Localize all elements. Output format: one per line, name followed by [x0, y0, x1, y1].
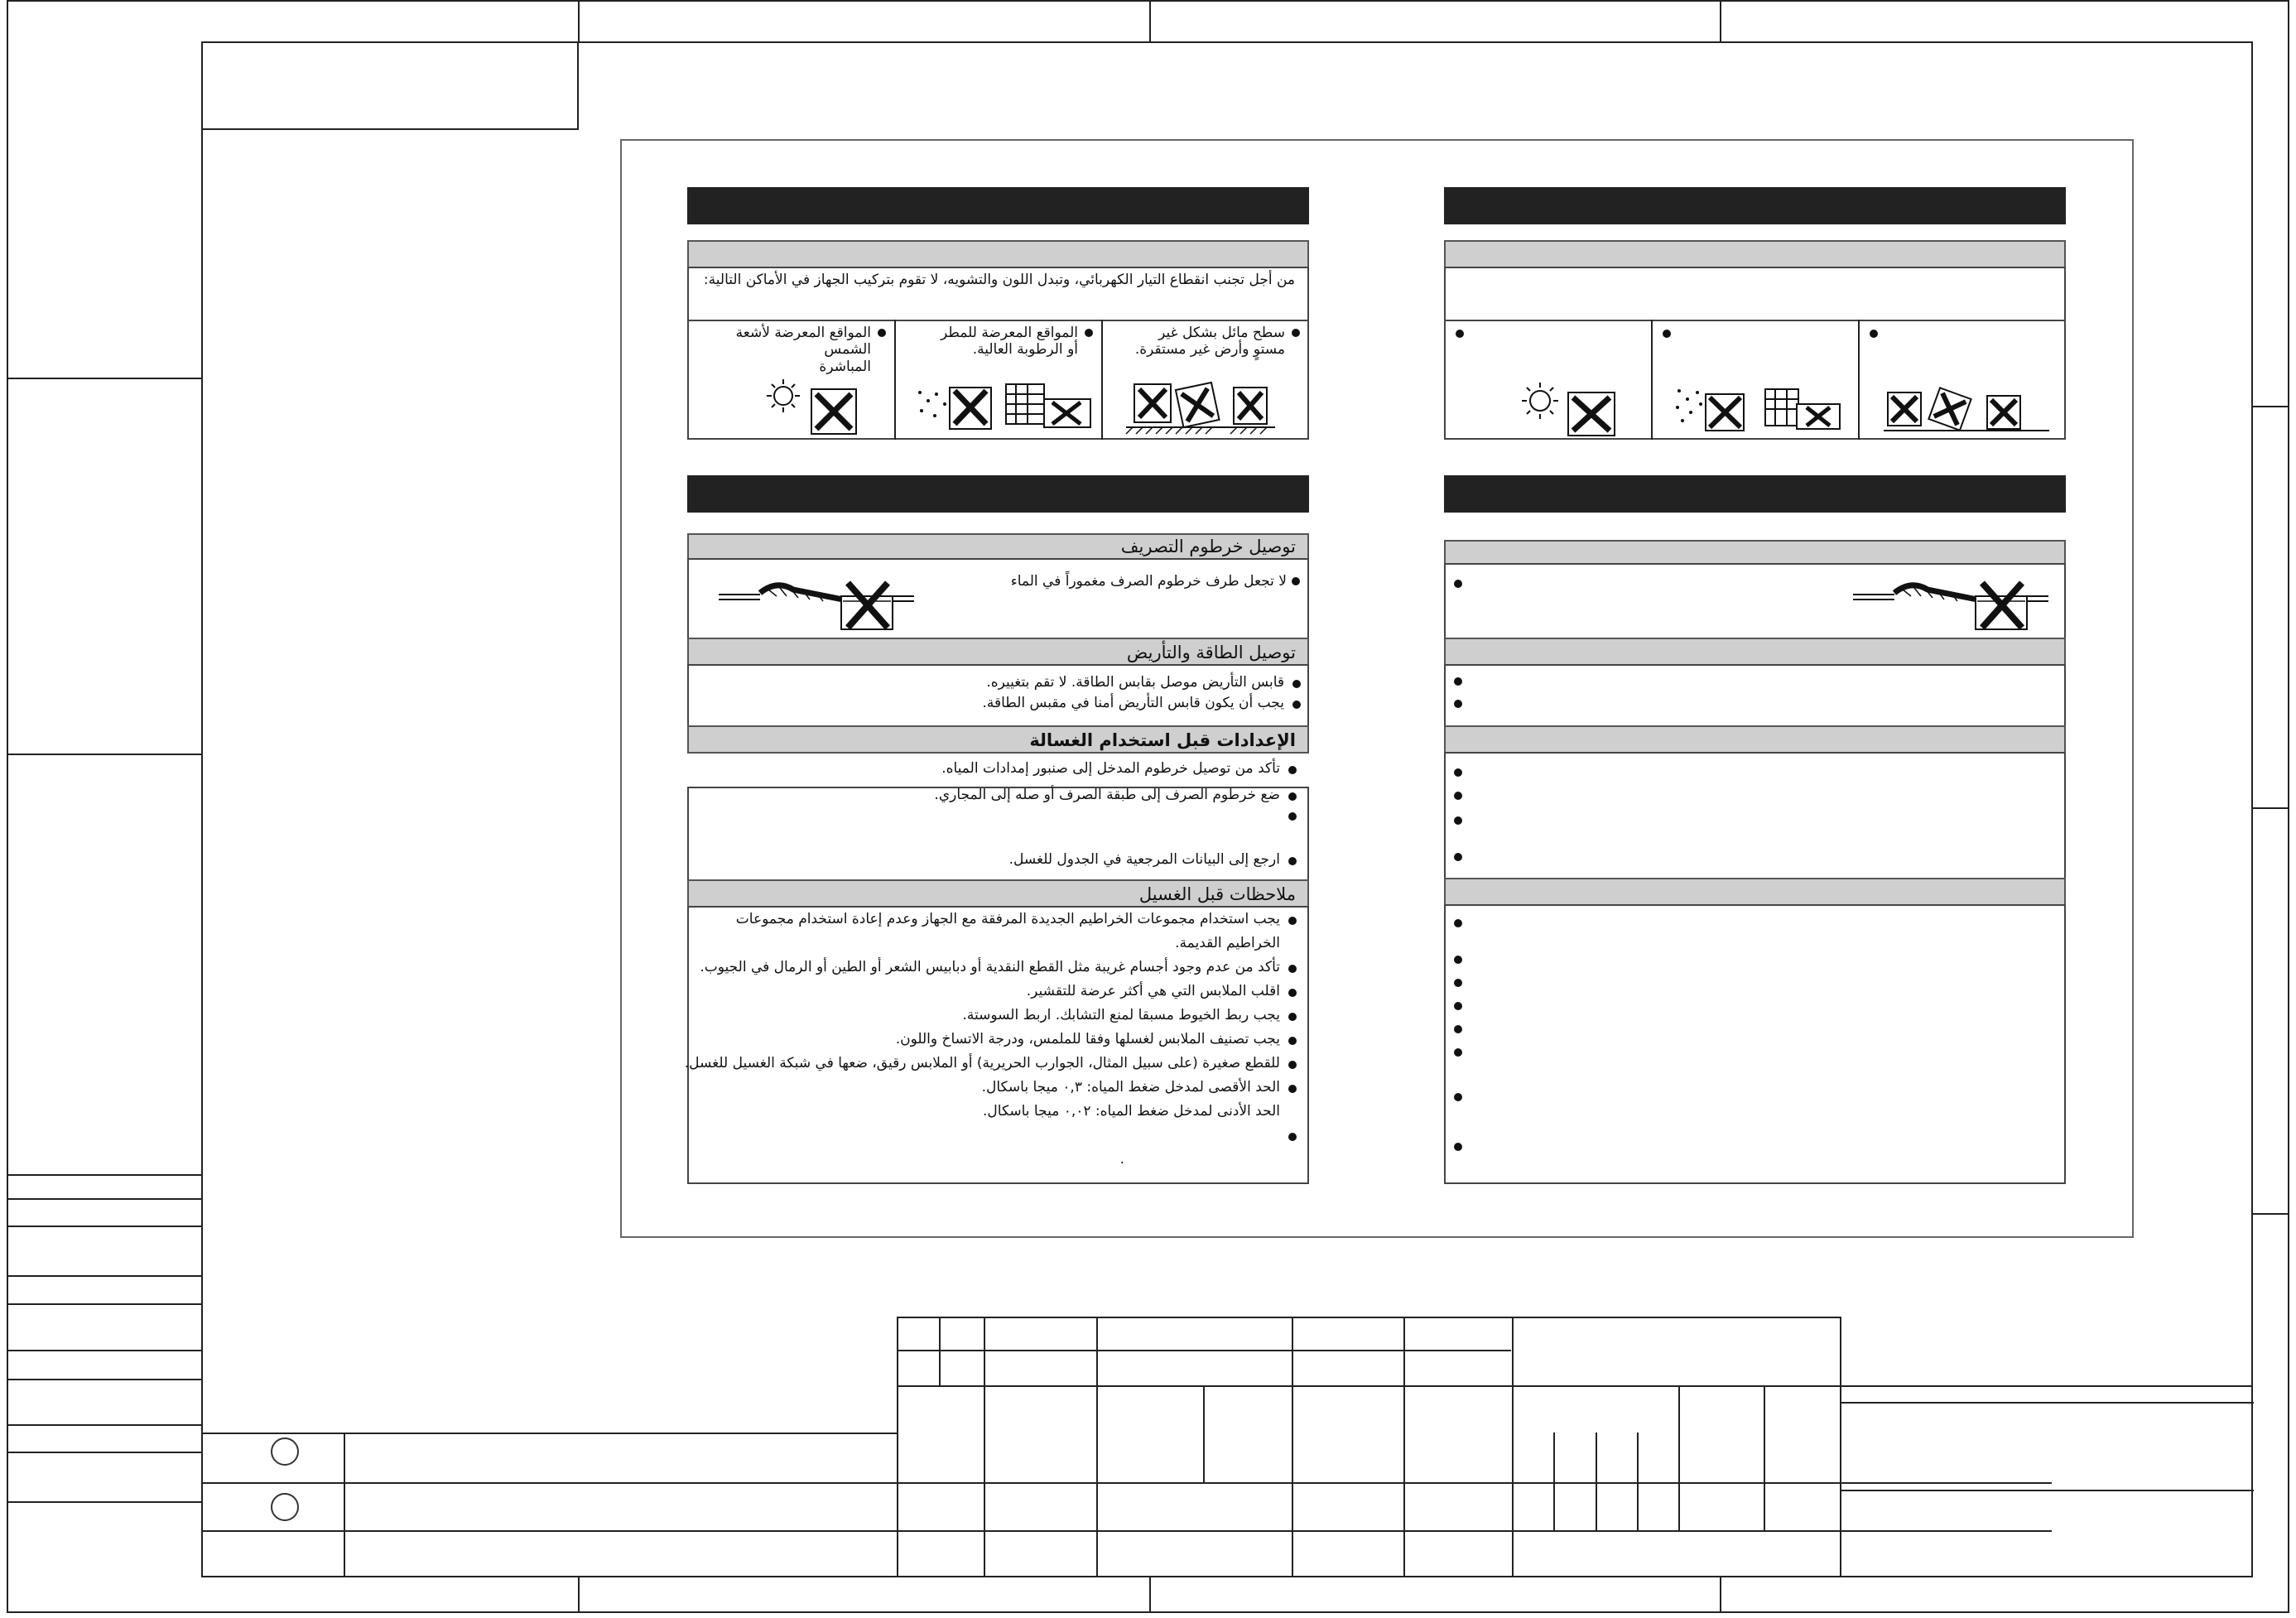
left-setup-bullet-1 [1454, 768, 1462, 777]
tb-left-edge [201, 1433, 203, 1577]
left-cell-bullet-1 [1870, 330, 1878, 338]
left-sunlight-illustration [1515, 379, 1639, 441]
notes-item: . [1119, 1151, 1124, 1168]
tb-v10 [1596, 1433, 1597, 1530]
tb-v8 [1512, 1317, 1514, 1577]
right-sunlight-illustration [753, 378, 878, 439]
power-item: يجب أن يكون قابس التأريض أمنا في مقبس الطاقة. [696, 695, 1302, 711]
right-zone-line-1 [2253, 406, 2289, 407]
location-cell-rain-line2: أو الرطوبة العالية. [972, 341, 1078, 359]
notes-item: يجب استخدام مجموعات الخراطيم الجديدة المرفقة مع الجهاز وعدم إعادة استخدام مجموعات [686, 911, 1298, 935]
tb-v4 [1096, 1317, 1098, 1577]
location-cell-uneven-line1: سطح مائل بشكل غير [1158, 325, 1285, 341]
left-notes-bullet-4 [1454, 1002, 1462, 1010]
tb-v9 [1553, 1433, 1555, 1530]
left-notes-bullet-7 [1454, 1093, 1462, 1101]
left-rain-illustration [1673, 383, 1846, 441]
tb-v11 [1637, 1433, 1639, 1530]
location-cell-sun-line2: المباشرة [819, 358, 871, 375]
rev-strip-line-7 [7, 1379, 202, 1380]
left-notes-bullet-3 [1454, 979, 1462, 987]
left-setup-box [1444, 752, 2066, 881]
rev-strip-line-6 [7, 1350, 202, 1351]
top-zone-divider-2 [1149, 0, 1151, 41]
tb-right-row-2 [1840, 1490, 2254, 1491]
tb-v1 [897, 1317, 898, 1577]
power-item: قابس التأريض موصل بقابس الطاقة. لا تقم بتغييره. [696, 674, 1302, 691]
notes-item [686, 1127, 1298, 1151]
tb-v14 [1840, 1317, 1841, 1577]
power-items-list [696, 674, 1302, 712]
notes-item: اقلب الملابس التي هي أكثر عرضة للتقشير. [686, 983, 1298, 1007]
left-zone-line-1 [7, 378, 202, 379]
left-zone-line-2 [7, 754, 202, 755]
left-uneven-floor-illustration [1884, 383, 2049, 441]
tb-v2 [939, 1317, 941, 1385]
notes-section-title: ملاحظات قبل الغسيل [687, 879, 1309, 908]
left-power-box [1444, 664, 2066, 729]
rev-strip-line-5 [7, 1303, 202, 1305]
power-section-title: توصيل الطاقة والتأريض [687, 638, 1309, 666]
setup-item: ارجع إلى البيانات المرجعية في الجدول للغسل. [696, 851, 1298, 868]
tb-top-right [1512, 1317, 1840, 1318]
left-setup-bullet-3 [1454, 816, 1462, 825]
setup-item [696, 807, 1298, 851]
notes-item: يجب تصنيف الملابس لغسلها وفقا للملمس، ودرجة الاتساخ واللون. [686, 1031, 1298, 1055]
location-cell-rain [903, 325, 1093, 359]
left-power-title-band [1444, 638, 2066, 666]
left-notes-title-band [1444, 878, 2066, 906]
tb-v3 [984, 1317, 985, 1577]
left-setup-bullet-2 [1454, 792, 1462, 800]
top-zone-divider-3 [1720, 0, 1721, 41]
notes-item: يجب ربط الخيوط مسبقا لمنع التشابك. اربط السوستة. [686, 1007, 1298, 1031]
left-notes-bullet-5 [1454, 1025, 1462, 1033]
bottom-zone-divider-1 [578, 1577, 580, 1613]
tb-rev-row-3 [201, 1530, 2052, 1532]
left-notes-box [1444, 904, 2066, 1184]
left-setup-bullet-4 [1454, 853, 1462, 861]
notes-items-list [686, 911, 1298, 1175]
left-location-title-band [1444, 240, 2066, 268]
right-section-header-bar-2 [687, 475, 1309, 513]
right-drain-hose-illustration [719, 571, 917, 634]
left-setup-title-band [1444, 725, 2066, 754]
right-location-title-band [687, 240, 1309, 268]
left-cell-divider-2 [1858, 320, 1860, 440]
left-power-bullet-2 [1454, 700, 1462, 708]
corner-title-box [201, 41, 579, 130]
left-drain-title-band [1444, 540, 2066, 565]
location-cell-rain-line1: المواقع المعرضة للمطر [940, 325, 1078, 341]
left-cell-bullet-3 [1456, 330, 1464, 338]
right-rain-illustration [915, 379, 1093, 439]
rev-strip-line-2 [7, 1198, 202, 1200]
right-zone-line-2 [2253, 807, 2289, 809]
rev-strip-line-3 [7, 1226, 202, 1227]
top-zone-divider-1 [578, 0, 580, 41]
tb-v12 [1678, 1385, 1680, 1530]
bottom-zone-divider-2 [1149, 1577, 1151, 1613]
left-drain-bullet [1454, 580, 1462, 588]
tb-rev-row-2 [201, 1482, 2052, 1484]
notes-item: الحد الأدنى لمدخل ضغط المياه: ٠,٠٢ ميجا باسكال. [983, 1103, 1280, 1120]
right-uneven-floor-illustration [1126, 379, 1292, 439]
right-zone-line-3 [2253, 1213, 2289, 1215]
tb-v7 [1403, 1317, 1405, 1577]
left-section-header-bar-2 [1444, 475, 2066, 513]
tb-right-row-1 [1840, 1402, 2254, 1404]
setup-section-title: الإعدادات قبل استخدام الغسالة [687, 725, 1309, 754]
left-notes-bullet-6 [1454, 1048, 1462, 1057]
tb-row-2 [897, 1385, 2253, 1387]
rev-strip-line-10 [7, 1501, 202, 1503]
rev-strip-line-1 [7, 1174, 202, 1176]
setup-item: تأكد من توصيل خرطوم المدخل إلى صنبور إمدادات المياه. [696, 760, 1298, 777]
location-cell-sun [696, 325, 886, 375]
rev-strip-line-4 [7, 1275, 202, 1277]
setup-items-list [696, 787, 1298, 868]
drain-item [952, 573, 1300, 590]
tb-top-mid [897, 1317, 1512, 1318]
location-cell-uneven [1109, 325, 1300, 359]
notes-item: تأكد من عدم وجود أجسام غريبة مثل القطع النقدية أو دبابيس الشعر أو الطين أو الرمال في الجيوب. [686, 959, 1298, 983]
right-cell-divider-1 [894, 320, 896, 440]
revision-circle-2 [271, 1493, 299, 1521]
tb-v15 [344, 1433, 345, 1577]
drain-item-text: لا تجعل طرف خرطوم الصرف مغموراً في الماء [1010, 573, 1287, 590]
rev-strip-line-9 [7, 1452, 202, 1453]
tb-row-1 [897, 1350, 1511, 1351]
tb-v6 [1292, 1317, 1293, 1577]
left-notes-bullet-2 [1454, 956, 1462, 964]
setup-first-item [696, 760, 1298, 777]
location-intro-text: من أجل تجنب انقطاع التيار الكهربائي، وتبدل اللون والتشويه، لا تقوم بتركيب الجهاز في الأماكن التالية: [703, 272, 1295, 288]
right-section-header-bar-1 [687, 187, 1309, 224]
left-cell-divider-1 [1651, 320, 1653, 440]
location-cell-uneven-line2: مستوٍ وأرض غير مستقرة. [1134, 341, 1285, 359]
left-cell-bullet-2 [1663, 330, 1671, 338]
notes-item: الخراطيم القديمة. [1175, 935, 1280, 951]
notes-item: الحد الأقصى لمدخل ضغط المياه: ٠,٣ ميجا باسكال. [686, 1079, 1298, 1103]
tb-v5 [1203, 1385, 1205, 1482]
right-cell-divider-2 [1101, 320, 1103, 440]
left-notes-bullet-1 [1454, 919, 1462, 927]
left-drain-hose-illustration [1853, 571, 2052, 634]
tb-rev-row-1 [201, 1433, 897, 1434]
left-location-intro-box [1444, 267, 2066, 321]
left-notes-bullet-8 [1454, 1143, 1462, 1151]
revision-circle-1 [271, 1437, 299, 1466]
location-cell-sun-line1: المواقع المعرضة لأشعة الشمس [735, 325, 871, 359]
setup-item: ضع خرطوم الصرف إلى طبقة الصرف أو صله إلى المجاري. [696, 787, 1298, 807]
drain-section-title: توصيل خرطوم التصريف [687, 533, 1309, 560]
rev-strip-line-8 [7, 1424, 202, 1426]
tb-v13 [1764, 1385, 1765, 1530]
left-section-header-bar-1 [1444, 187, 2066, 224]
notes-item: للقطع صغيرة (على سبيل المثال، الجوارب الحريرية) أو الملابس رقيق، ضعها في شبكة الغسيل للغسل. [686, 1055, 1298, 1079]
left-power-bullet-1 [1454, 677, 1462, 686]
bottom-zone-divider-3 [1720, 1577, 1721, 1613]
